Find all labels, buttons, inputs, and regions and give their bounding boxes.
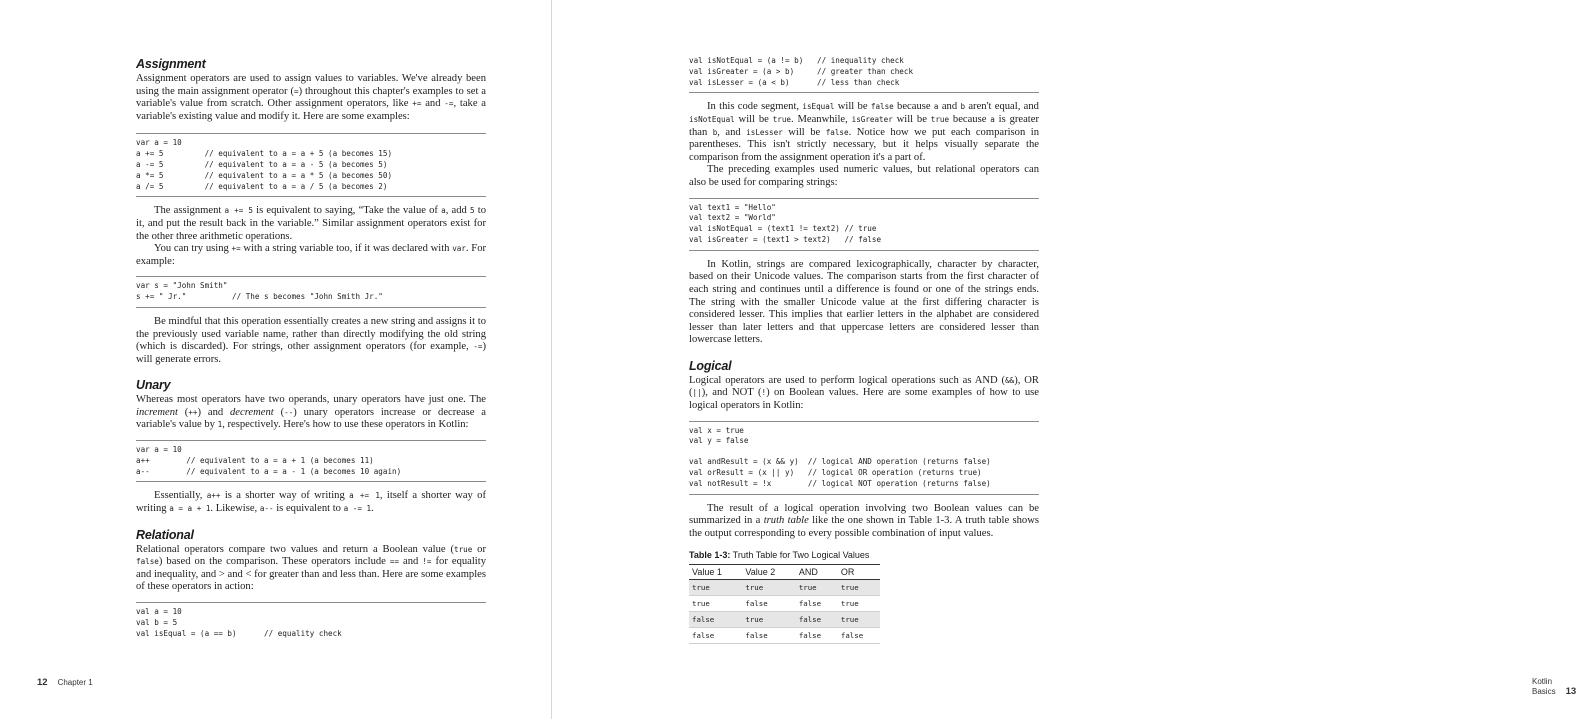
table-cell: true [796,580,838,596]
assignment-paragraph-4: Be mindful that this operation essentially creates a new string and assigns it to the previously used variable name, rather than directly modifying the old string (which is discarded). For strings, other assignment operators (for example, -=) will generate errors. [136,315,486,365]
relational-paragraph-4: In Kotlin, strings are compared lexicographically, character by character, based on their Unicode values. The comparison starts from the first character of each string and continues until a difference is found or one of the strings ends. The string with the smaller Unicode value at the first differing character is considered lesser. This implies that earlier letters in the alphabet are considered lesser than later letters and that uppercase letters are considered lesser than lowercase letters. [689,258,1039,346]
table-cell: true [689,580,742,596]
unary-paragraph-2: Essentially, a++ is a shorter way of writing a += 1, itself a shorter way of writing a = a + 1. Likewise, a-- is equivalent to a -= 1. [136,490,486,515]
logical-paragraph-1: Logical operators are used to perform logical operations such as AND (&&), OR (||), and NOT (!) on Boolean values. Here are some examples of how to use logical operators in Kotlin: [689,374,1039,412]
table-cell: true [838,580,880,596]
code-block-logical-operations: val andResult = (x && y) // logical AND operation (returns false) val orResult = (x || y) // logical OR operation (returns true) val notResult = !x // logical NOT operation (returns false) [689,457,991,488]
table-cell: false [796,612,838,628]
code-block-string-compare: val text1 = "Hello" val text2 = "World" val isNotEqual = (text1 != text2) // true val isGreater = (text1 > text2) // false [689,198,1039,251]
relational-paragraph-3: The preceding examples used numeric values, but relational operators can also be used for comparing strings: [689,164,1039,188]
page-number-left: 12 [37,677,48,688]
unary-paragraph-1: Whereas most operators have two operands, unary operators have just one. The increment (++) and decrement (--) unary operators increase or decrease a variable's value by 1, respectively. Here's how to use these operators in Kotlin: [136,394,487,431]
table-cell: true [742,580,795,596]
table-cell: false [689,628,742,644]
table-cell: true [838,612,880,628]
section-heading-relational: Relational [136,527,194,542]
code-block-string-assignment: var s = "John Smith" s += " Jr." // The s becomes "John Smith Jr." [136,276,486,308]
relational-paragraph-1: Relational operators compare two values and return a Boolean value (true or false) based on the comparison. These operators include == and != for equality and inequality, and > and < for greater than and less than. Here are some examples of these operators in action: [136,543,486,593]
table-caption: Table 1-3: Truth Table for Two Logical Values [689,550,870,561]
code-block-unary: var a = 10 a++ // equivalent to a = a + 1 (a becomes 11) a-- // equivalent to a = a - 1 (a becomes 10 again) [136,440,486,482]
table-cell: false [742,596,795,612]
right-page-footer [1532,677,1576,697]
table-row [689,580,880,596]
assignment-paragraph-1: Assignment operators are used to assign values to variables. We've already been using the main assignment operator (=) throughout this chapter's examples to set a variable's value from scratch. Other assignment operators, like += and -=, take a variable's existing value and modify it. Here are some examples: [136,73,487,122]
section-heading-assignment: Assignment [136,57,206,71]
assignment-paragraph-3: You can try using += with a string variable too, if it was declared with var. For example: [136,243,487,267]
section-heading-unary: Unary [136,378,171,393]
table-header-cell: Value 2 [742,565,795,580]
code-block-relational-continued: val isNotEqual = (a != b) // inequality check val isGreater = (a > b) // greater than check val isLesser = (a < b) // less than check [689,56,1039,93]
code-block-relational: val a = 10 val b = 5 val isEqual = (a == b) // equality check [136,602,486,643]
book-section-label: Kotlin Basics [1532,677,1556,696]
table-header-row [689,565,880,580]
right-page [552,0,1576,719]
assignment-paragraph-2: The assignment a += 5 is equivalent to saying, “Take the value of a, add 5 to it, and put the result back in the variable.” Similar assignment operators exist for the other three arithmetic operations. [136,205,486,242]
table-header-cell: AND [796,565,838,580]
section-heading-logical: Logical [689,358,732,373]
table-cell: true [742,612,795,628]
code-block-logical-declarations: val x = true val y = false [689,425,749,446]
table-cell: false [796,628,838,644]
table-row [689,612,880,628]
right-column [689,56,1039,644]
table-cell: false [838,628,880,644]
chapter-label: Chapter 1 [57,678,93,687]
left-page-footer [37,677,93,688]
truth-table [689,564,880,644]
relational-paragraph-2: In this code segment, isEqual will be false because a and b aren't equal, and isNotEqual will be true. Meanwhile, isGreater will be true because a is greater than b, and isLesser will be false. Notice how we put each comparison in parentheses. This isn't strictly necessary, but it helps visually separate the comparison from the assignment operation it's a part of. [689,101,1039,163]
table-cell: false [742,628,795,644]
table-header-cell: Value 1 [689,565,742,580]
table-cell: false [796,596,838,612]
table-cell: true [838,596,880,612]
table-header-cell: OR [838,565,880,580]
logical-paragraph-2: The result of a logical operation involving two Boolean values can be summarized in a truth table like the one shown in Table 1-3. A truth table shows the output corresponding to every possible combination of input values. [689,502,1039,539]
code-block-logical [689,421,1039,495]
left-column [136,57,486,643]
table-cell: false [689,612,742,628]
left-page [0,0,552,719]
code-block-assignment: var a = 10 a += 5 // equivalent to a = a + 5 (a becomes 15) a -= 5 // equivalent to a = a - 5 (a becomes 5) a *= 5 // equivalent to a = a * 5 (a becomes 50) a /= 5 // equivalent to a = a / 5 (a becomes 2) [136,133,486,197]
page-number-right: 13 [1565,686,1576,697]
table-row [689,628,880,644]
table-row [689,596,880,612]
table-cell: true [689,596,742,612]
